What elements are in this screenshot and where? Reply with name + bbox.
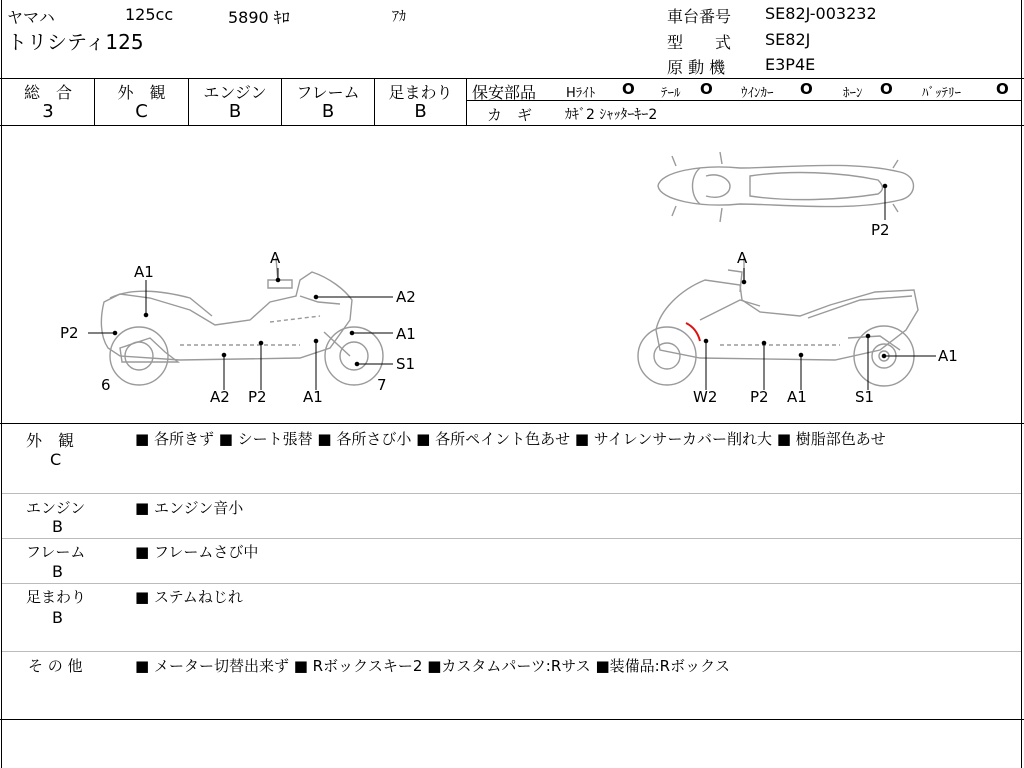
diagram-label-left-S1: S1 xyxy=(396,355,416,373)
remark-grade-suspension: B xyxy=(52,608,63,627)
rating-label-overall: 総 合 xyxy=(23,83,72,102)
damage-mark-red xyxy=(686,323,700,341)
remark-category-suspension: 足まわり xyxy=(26,588,87,606)
model-name: トリシティ125 xyxy=(7,30,144,54)
frame-number-label: 車台番号 xyxy=(667,7,732,26)
frame-number-value: SE82J-003232 xyxy=(765,4,877,23)
right-side-view xyxy=(638,258,918,386)
safety-mark-horn: O xyxy=(880,80,893,98)
rating-value-engine: B xyxy=(228,101,242,122)
rating-label-exterior: 外 観 xyxy=(117,83,166,102)
remark-text-frame: ■ フレームさび中 xyxy=(135,543,259,561)
safety-item-tail: ﾃｰﾙ xyxy=(661,86,681,101)
top-view xyxy=(658,152,914,222)
remark-text-engine: ■ エンジン音小 xyxy=(135,499,244,517)
diagram-label-left-7: 7 xyxy=(377,376,387,394)
diagram-label-right-A1-side: A1 xyxy=(938,347,958,365)
rating-value-overall: 3 xyxy=(42,101,54,122)
safety-mark-tail: O xyxy=(700,80,713,98)
safety-item-winker: ｳｲﾝｶｰ xyxy=(741,86,774,101)
type-label: 型 式 xyxy=(667,33,732,52)
safety-mark-battery: O xyxy=(996,80,1009,98)
rating-value-frame: B xyxy=(321,101,335,122)
key-label: カ ギ xyxy=(487,106,533,124)
diagram-label-left-A1-top: A1 xyxy=(134,263,154,281)
key-value: ｶｷﾞ2 ｼｬｯﾀｰｷｰ2 xyxy=(565,107,658,123)
diagram-label-top-P2: P2 xyxy=(871,221,890,239)
diagram-label-left-A2-bottom: A2 xyxy=(210,388,230,406)
diagram-label-left-A: A xyxy=(270,249,281,267)
safety-item-horn: ﾎｰﾝ xyxy=(843,86,863,101)
diagram-label-left-A2-right: A2 xyxy=(396,288,416,306)
remark-text-other: ■ メーター切替出来ず ■ Rボックスキー2 ■カスタムパーツ:Rサス ■装備品:Rボックス xyxy=(135,657,730,675)
safety-item-headlight: Hﾗｲﾄ xyxy=(566,86,596,101)
safety-label: 保安部品 xyxy=(472,83,537,102)
type-value: SE82J xyxy=(765,30,811,49)
displacement: 125cc xyxy=(125,5,174,24)
diagram-label-left-P2: P2 xyxy=(60,324,79,342)
engine-code-value: E3P4E xyxy=(765,55,816,74)
remark-category-other: そ の 他 xyxy=(28,657,83,675)
diagram-label-left-6: 6 xyxy=(101,376,111,394)
rating-label-suspension: 足まわり xyxy=(388,83,453,102)
diagram-label-left-A1-right: A1 xyxy=(396,325,416,343)
rating-label-frame: フレーム xyxy=(296,83,360,102)
remark-text-exterior: ■ 各所きず ■ シート張替 ■ 各所さび小 ■ 各所ペイント色あせ ■ サイレンサーカバー削れ大 ■ 樹脂部色あせ xyxy=(135,430,886,448)
safety-mark-winker: O xyxy=(800,80,813,98)
rating-value-suspension: B xyxy=(414,101,427,122)
safety-item-battery: ﾊﾞｯﾃﾘｰ xyxy=(922,86,961,101)
diagram-label-left-A1-bottom: A1 xyxy=(303,388,323,406)
mileage: 5890 ｷﾛ xyxy=(228,8,290,27)
diagram-label-right-S1: S1 xyxy=(855,388,875,406)
remark-category-frame: フレーム xyxy=(26,543,86,561)
safety-mark-headlight: O xyxy=(622,80,635,98)
remark-category-engine: エンジン xyxy=(26,499,86,517)
left-leaders xyxy=(88,268,393,390)
color: ｱｶ xyxy=(392,9,406,25)
rating-value-exterior: C xyxy=(135,101,148,122)
remark-grade-frame: B xyxy=(52,562,63,581)
diagram-label-right-A1-bottom: A1 xyxy=(787,388,807,406)
diagram-label-right-W2: W2 xyxy=(693,388,718,406)
diagram-label-right-A: A xyxy=(737,249,748,267)
remark-category-exterior: 外 観 xyxy=(26,431,75,450)
remark-grade-engine: B xyxy=(52,517,63,536)
maker: ヤマハ xyxy=(7,8,55,27)
remark-grade-exterior: C xyxy=(50,450,62,469)
remark-text-suspension: ■ ステムねじれ xyxy=(135,588,243,606)
engine-code-label: 原 動 機 xyxy=(667,58,726,77)
diagram-label-left-P2-bottom: P2 xyxy=(248,388,267,406)
rating-label-engine: エンジン xyxy=(203,83,267,102)
diagram-label-right-P2-bottom: P2 xyxy=(750,388,769,406)
